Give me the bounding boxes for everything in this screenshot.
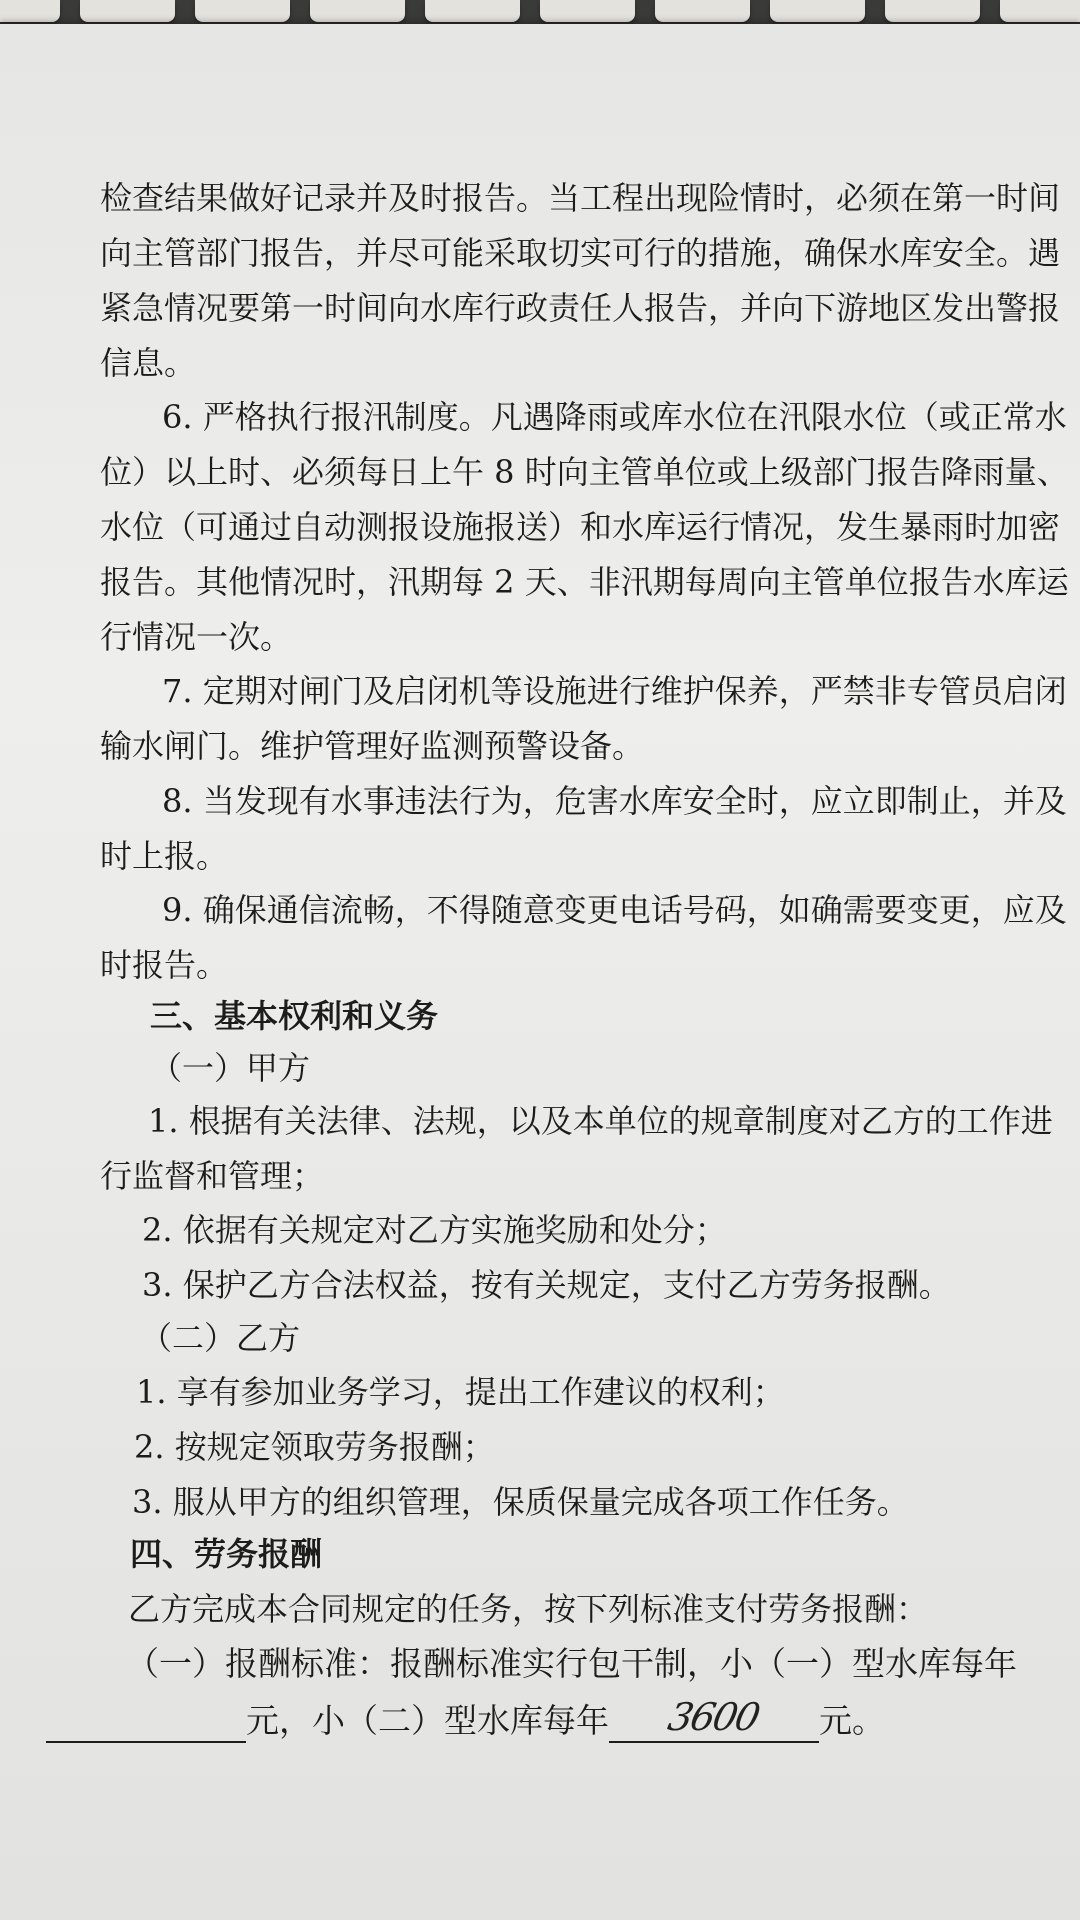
payment-line bbox=[46, 1695, 885, 1743]
payment-text-2: 元。 bbox=[819, 1701, 885, 1740]
clause-6-line: 6. 严格执行报汛制度。凡遇降雨或库水位在汛限水位（或正常水 bbox=[162, 398, 1067, 436]
body-line: 乙方完成本合同规定的任务，按下列标准支付劳务报酬： bbox=[128, 1590, 929, 1628]
keyboard-key bbox=[885, 0, 980, 22]
clause-8-line: 8. 当发现有水事违法行为，危害水库安全时，应立即制止，并及 bbox=[162, 782, 1067, 820]
body-line: 检查结果做好记录并及时报告。当工程出现险情时，必须在第一时间 bbox=[100, 179, 1061, 217]
list-item: 1. 根据有关法律、法规，以及本单位的规章制度对乙方的工作进 bbox=[148, 1102, 1053, 1140]
clause-9-line: 9. 确保通信流畅，不得随意变更电话号码，如确需要变更，应及 bbox=[162, 891, 1067, 929]
keyboard-key bbox=[770, 0, 865, 22]
keyboard-key bbox=[310, 0, 405, 22]
handwritten-amount: 3600 bbox=[664, 1695, 763, 1739]
section-heading-4: 四、劳务报酬 bbox=[130, 1535, 323, 1573]
list-item: 2. 按规定领取劳务报酬； bbox=[134, 1428, 495, 1466]
body-line: 水位（可通过自动测报设施报送）和水库运行情况，发生暴雨时加密 bbox=[100, 508, 1061, 546]
body-line: 行情况一次。 bbox=[100, 618, 293, 656]
keyboard-key bbox=[655, 0, 750, 22]
amount-field bbox=[609, 1695, 819, 1743]
payment-text-1: 元，小（二）型水库每年 bbox=[246, 1701, 609, 1740]
body-line: 紧急情况要第一时间向水库行政责任人报告，并向下游地区发出警报 bbox=[100, 289, 1061, 327]
subsection-heading-party-b: （二）乙方 bbox=[140, 1319, 301, 1357]
list-item: 3. 保护乙方合法权益，按有关规定，支付乙方劳务报酬。 bbox=[142, 1266, 951, 1304]
keyboard-key bbox=[425, 0, 520, 22]
body-line: 时上报。 bbox=[100, 837, 229, 875]
keyboard-key bbox=[540, 0, 635, 22]
section-heading-3: 三、基本权利和义务 bbox=[150, 997, 439, 1035]
body-line: 位）以上时、必须每日上午 8 时向主管单位或上级部门报告降雨量、 bbox=[100, 453, 1069, 491]
body-line: 信息。 bbox=[100, 344, 197, 382]
list-item: 2. 依据有关规定对乙方实施奖励和处分； bbox=[142, 1211, 727, 1249]
blank-field bbox=[46, 1705, 246, 1743]
document-page bbox=[0, 24, 1080, 1920]
list-item: 3. 服从甲方的组织管理，保质保量完成各项工作任务。 bbox=[132, 1483, 909, 1521]
list-item: 1. 享有参加业务学习，提出工作建议的权利； bbox=[136, 1373, 785, 1411]
body-line: 向主管部门报告，并尽可能采取切实可行的措施，确保水库安全。遇 bbox=[100, 234, 1061, 272]
keyboard-key bbox=[195, 0, 290, 22]
keyboard-key bbox=[0, 0, 60, 22]
body-line: 报告。其他情况时，汛期每 2 天、非汛期每周向主管单位报告水库运 bbox=[100, 563, 1069, 601]
keyboard-key bbox=[80, 0, 175, 22]
body-line: （一）报酬标准：报酬标准实行包干制，小（一）型水库每年 bbox=[126, 1644, 1017, 1683]
clause-7-line: 7. 定期对闸门及启闭机等设施进行维护保养，严禁非专管员启闭 bbox=[162, 672, 1067, 710]
body-line: 时报告。 bbox=[100, 946, 229, 984]
body-line: 行监督和管理； bbox=[100, 1157, 325, 1195]
subsection-heading-party-a: （一）甲方 bbox=[150, 1049, 311, 1087]
body-line: 输水闸门。维护管理好监测预警设备。 bbox=[100, 727, 645, 765]
keyboard-key bbox=[1000, 0, 1080, 22]
